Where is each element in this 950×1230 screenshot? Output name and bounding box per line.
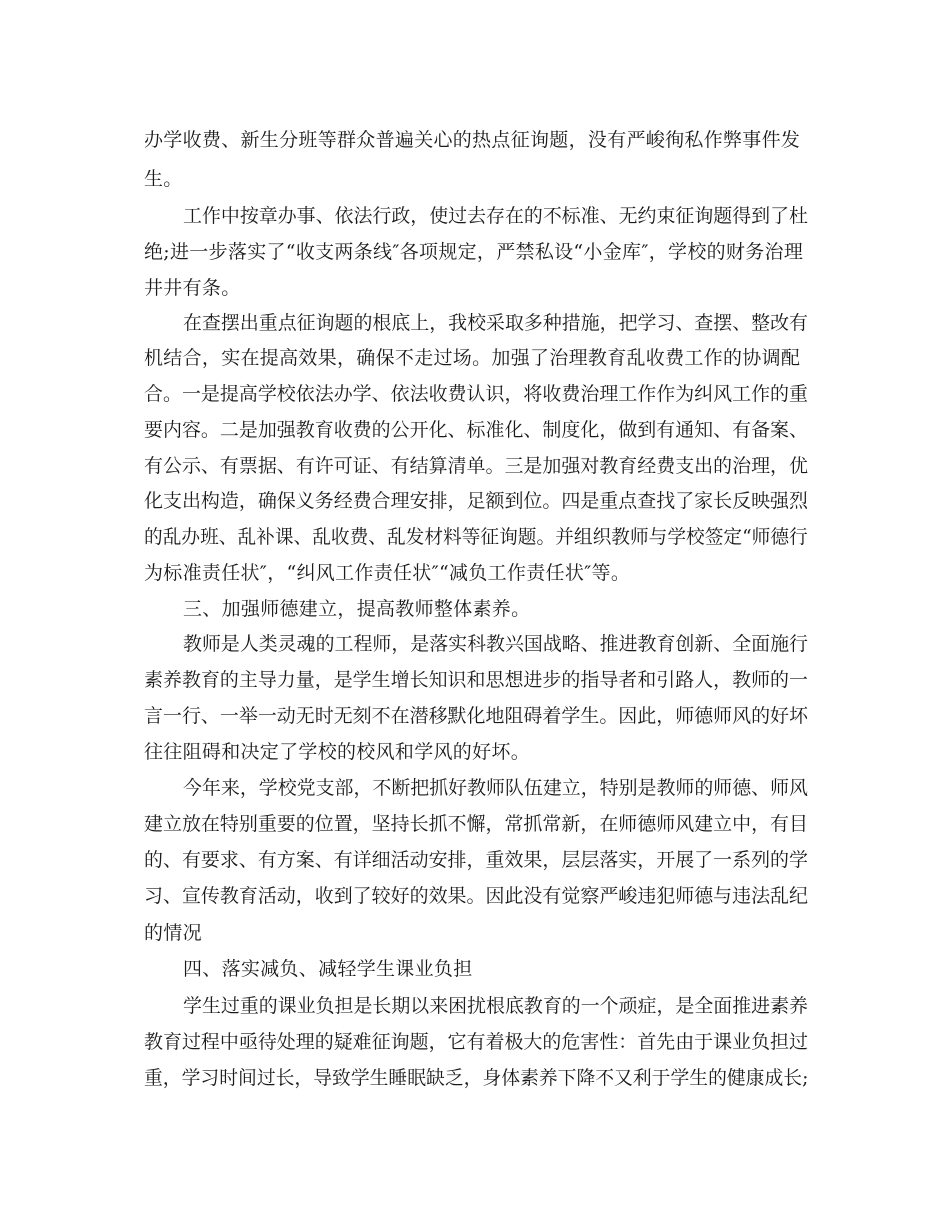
- text-line: 教育过程中亟待处理的疑难征询题，它有着极大的危害性：首先由于课业负担过: [144, 1031, 809, 1053]
- text-line: 绝;进一步落实了“收支两条线″各项规定，严禁私设“小金库″，学校的财务治理: [144, 241, 804, 263]
- text-line: 学生过重的课业负担是长期以来困扰根底教育的一个顽症，是全面推进素养: [183, 995, 809, 1017]
- text-line: 办学收费、新生分班等群众普遍关心的热点征询题，没有严峻徇私作弊事件发: [144, 129, 801, 151]
- text-line: 言一行、一举一动无时无刻不在潜移默化地阻碍着学生。因此，师德师风的好坏: [144, 705, 809, 727]
- text-line: 的乱办班、乱补课、乱收费、乱发材料等征询题。并组织教师与学校签定“师德行: [144, 526, 808, 548]
- text-line: 合。一是提高学校依法办学、依法收费认识，将收费治理工作作为纠风工作的重: [144, 383, 809, 405]
- text-line: 习、宣传教育活动，收到了较好的效果。因此没有觉察严峻违犯师德与违法乱纪: [144, 885, 809, 907]
- text-line: 井井有条。: [144, 277, 241, 299]
- text-line: 工作中按章办事、依法行政，使过去存在的不标准、无约束征询题得到了杜: [183, 205, 809, 227]
- text-line: 有公示、有票据、有许可证、有结算清单。三是加强对教育经费支出的治理，优: [144, 455, 809, 477]
- text-line: 重，学习时间过长，导致学生睡眠缺乏，身体素养下降不又利于学生的健康成长;: [144, 1067, 809, 1089]
- text-line: 机结合，实在提高效果，确保不走过场。加强了治理教育乱收费工作的协调配: [144, 347, 801, 369]
- text-line: 的、有要求、有方案、有详细活动安排，重效果，层层落实，开展了一系列的学: [144, 849, 809, 871]
- text-line: 在查摆出重点征询题的根底上，我校采取多种措施，把学习、查摆、整改有: [183, 312, 809, 334]
- text-line: 今年来，学校党支部，不断把抓好教师队伍建立，特别是教师的师德、师风: [183, 777, 809, 799]
- text-line: 化支出构造，确保义务经费合理安排，足额到位。四是重点查找了家长反映强烈: [144, 490, 809, 512]
- text-line: 教师是人类灵魂的工程师，是落实科教兴国战略、推进教育创新、全面施行: [183, 633, 809, 655]
- text-line: 素养教育的主导力量，是学生增长知识和思想进步的指导者和引路人，教师的一: [144, 669, 809, 691]
- text-line: 建立放在特别重要的位置，坚持长抓不懈，常抓常新，在师德师风建立中，有目: [144, 813, 809, 835]
- text-line: 往往阻碍和决定了学校的校风和学风的好坏。: [144, 741, 531, 763]
- text-line: 要内容。二是加强教育收费的公开化、标准化、制度化，做到有通知、有备案、: [144, 419, 809, 441]
- text-line: 为标准责任状″，“纠风工作责任状″“减负工作责任状″等。: [144, 562, 631, 584]
- section-heading: 四、落实减负、减轻学生课业负担: [183, 958, 473, 980]
- text-line: 的情况: [144, 922, 202, 944]
- section-heading: 三、加强师德建立，提高教师整体素养。: [183, 598, 531, 620]
- text-line: 生。: [144, 168, 183, 190]
